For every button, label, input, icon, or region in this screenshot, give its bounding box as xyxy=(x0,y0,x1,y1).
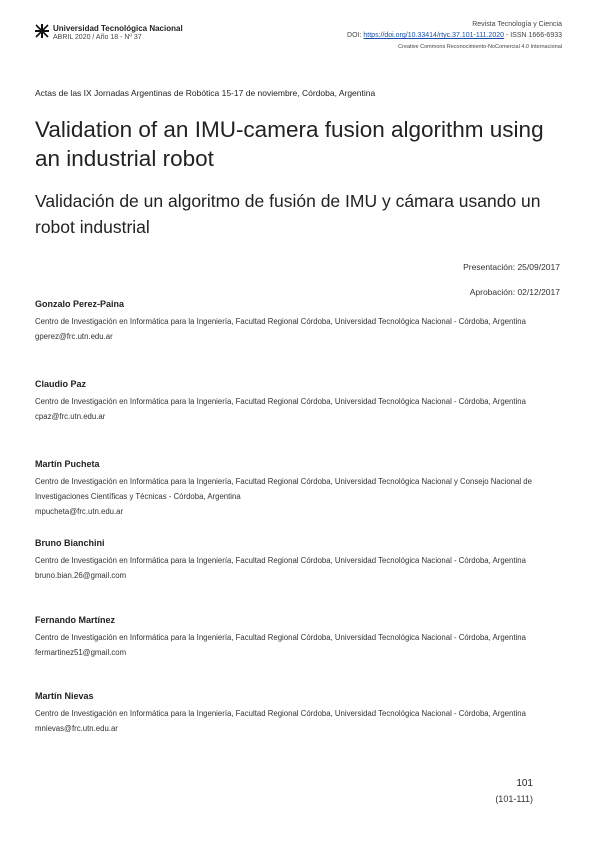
approval-date: Aprobación: 02/12/2017 xyxy=(469,287,560,297)
author-affiliation: Centro de Investigación en Informática para la Ingeniería, Facultad Regional Córdoba, Universidad Tecnológica Nacional - Córdoba, Argentina xyxy=(35,556,526,565)
issn: - ISSN 1666-6933 xyxy=(504,32,562,39)
author-block xyxy=(35,457,560,519)
page-number: 101 xyxy=(516,778,533,789)
author-email[interactable]: mnievas@frc.utn.edu.ar xyxy=(35,724,118,733)
author-name: Martín Pucheta xyxy=(35,459,100,469)
author-affiliation: Centro de Investigación en Informática para la Ingeniería, Facultad Regional Córdoba, Universidad Tecnológica Nacional y Consejo Nacional de Investigaciones Científicas y Técnicas - Córdoba, Argentina xyxy=(35,477,532,501)
proceedings-line: Actas de las IX Jornadas Argentinas de Robótica 15-17 de noviembre, Córdoba, Argentina xyxy=(35,88,376,98)
author-block xyxy=(35,689,560,736)
author-block xyxy=(35,377,560,424)
license-text: Creative Commons Reconocimiento-NoComercial 4.0 Internacional xyxy=(398,44,562,50)
author-block xyxy=(35,536,560,583)
author-name: Martín Nievas xyxy=(35,691,94,701)
title-spanish: Validación de un algoritmo de fusión de IMU y cámara usando un robot industrial xyxy=(35,191,541,237)
author-name: Fernando Martínez xyxy=(35,615,116,625)
author-email[interactable]: gperez@frc.utn.edu.ar xyxy=(35,332,113,341)
doi-line xyxy=(347,32,562,39)
author-email[interactable]: bruno.bian.26@gmail.com xyxy=(35,571,127,580)
author-block xyxy=(35,297,560,344)
author-affiliation: Centro de Investigación en Informática para la Ingeniería, Facultad Regional Córdoba, Universidad Tecnológica Nacional - Córdoba, Argentina xyxy=(35,317,526,326)
author-email[interactable]: fermartinez51@gmail.com xyxy=(35,648,127,657)
issue-info: ABRIL 2020 / Año 18 - Nº 37 xyxy=(53,34,142,41)
author-email[interactable]: cpaz@frc.utn.edu.ar xyxy=(35,412,106,421)
doi-prefix: DOI: xyxy=(347,32,364,39)
author-affiliation: Centro de Investigación en Informática para la Ingeniería, Facultad Regional Córdoba, Universidad Tecnológica Nacional - Córdoba, Argentina xyxy=(35,709,526,718)
author-name: Bruno Bianchini xyxy=(35,538,105,548)
author-affiliation: Centro de Investigación en Informática para la Ingeniería, Facultad Regional Córdoba, Universidad Tecnológica Nacional - Córdoba, Argentina xyxy=(35,397,526,406)
journal-name: Revista Tecnología y Ciencia xyxy=(472,21,562,28)
page-range: (101-111) xyxy=(495,794,533,804)
title-english: Validation of an IMU-camera fusion algorithm using an industrial robot xyxy=(35,117,544,171)
author-name: Gonzalo Perez-Paina xyxy=(35,299,125,309)
institution-name: Universidad Tecnológica Nacional xyxy=(53,24,183,33)
author-email[interactable]: mpucheta@frc.utn.edu.ar xyxy=(35,507,124,516)
utn-logo-icon xyxy=(35,24,49,38)
author-name: Claudio Paz xyxy=(35,379,87,389)
doi-link[interactable]: https://doi.org/10.33414/rtyc.37.101-111.2020 xyxy=(363,32,505,39)
author-block xyxy=(35,613,560,660)
author-affiliation: Centro de Investigación en Informática para la Ingeniería, Facultad Regional Córdoba, Universidad Tecnológica Nacional - Córdoba, Argentina xyxy=(35,633,526,642)
submission-date: Presentación: 25/09/2017 xyxy=(463,262,560,272)
